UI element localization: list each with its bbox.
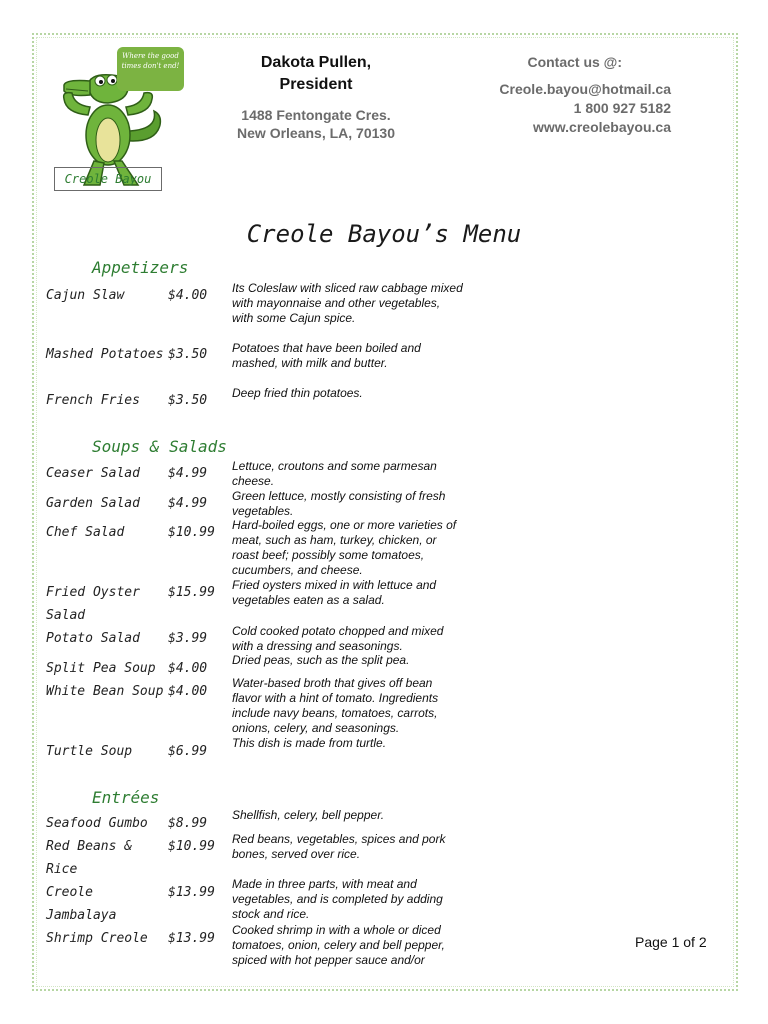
menu-item-price: $13.99 [168, 885, 215, 900]
owner-name [226, 52, 406, 96]
menu-item-price: $10.99 [168, 525, 215, 540]
section-entrees: Entrées [92, 788, 160, 807]
menu-item-description: This dish is made from turtle. [232, 736, 387, 750]
menu-item-price: $10.99 [168, 839, 215, 854]
menu-item-name: Shrimp Creole [46, 931, 148, 946]
address [216, 106, 416, 142]
menu-item-name: Turtle Soup [46, 744, 133, 759]
menu-item-name: Cajun Slaw [46, 288, 125, 303]
section-appetizers: Appetizers [92, 258, 189, 277]
menu-item-name: Creole Jambalaya [46, 885, 117, 923]
menu-item-description: Green lettuce, mostly consisting of fresh vegetables. [232, 489, 446, 518]
menu-item-price: $6.99 [168, 744, 208, 759]
menu-item-description: Cold cooked potato chopped and mixed with a dressing and seasonings. [232, 624, 444, 653]
menu-title: Creole Bayou’s Menu [246, 220, 522, 248]
menu-item-description: Lettuce, croutons and some parmesan cheese. [232, 459, 437, 488]
menu-item-price: $13.99 [168, 931, 215, 946]
address-line1: 1488 Fentongate Cres. [241, 107, 391, 123]
menu-item-description: Potatoes that have been boiled and mashed, with milk and butter. [232, 341, 421, 370]
menu-item-description: Cooked shrimp in with a whole or diced tomatoes, onion, celery and bell pepper, spiced with hot pepper sauce and/or [232, 923, 445, 967]
menu-item-price: $8.99 [168, 816, 208, 831]
menu-item-description: Water-based broth that gives off bean flavor with a hint of tomato. Ingredients include navy beans, tomatoes, carrots, onions, celery, and seasonings. [232, 676, 439, 735]
menu-item-name: French Fries [46, 393, 140, 408]
menu-item-name: White Bean Soup [46, 684, 164, 699]
owner-name-line1: Dakota Pullen, [260, 54, 372, 71]
menu-item-description: Its Coleslaw with sliced raw cabbage mixed with mayonnaise and other vegetables, with some Cajun spice. [232, 281, 463, 325]
menu-item-price: $4.99 [168, 496, 208, 511]
address-line2: New Orleans, LA, 70130 [237, 125, 395, 141]
menu-item-description: Made in three parts, with meat and vegetables, and is completed by adding stock and rice. [232, 877, 443, 921]
menu-item-description: Deep fried thin potatoes. [232, 386, 363, 400]
menu-item-price: $3.50 [168, 393, 208, 408]
menu-item-price: $4.00 [168, 288, 208, 303]
menu-item-price: $15.99 [168, 585, 215, 600]
menu-item-name: Mashed Potatoes [46, 347, 164, 362]
logo-name-box: Creole Bayou [54, 167, 162, 191]
menu-item-name: Ceaser Salad [46, 466, 140, 481]
menu-item-description: Dried peas, such as the split pea. [232, 653, 410, 667]
menu-item-name: Chef Salad [46, 525, 125, 540]
menu-item-description: Shellfish, celery, bell pepper. [232, 808, 385, 822]
owner-title-line2: President [279, 76, 353, 93]
menu-item-name: Garden Salad [46, 496, 140, 511]
menu-item-price: $4.99 [168, 466, 208, 481]
menu-item-name: Fried Oyster Salad [46, 585, 140, 623]
contact-email[interactable]: Creole.bayou@hotmail.ca [499, 81, 671, 97]
page-number: Page 1 of 2 [635, 934, 707, 950]
contact-website[interactable]: www.creolebayou.ca [533, 119, 671, 135]
menu-item-name: Seafood Gumbo [46, 816, 148, 831]
menu-item-price: $3.50 [168, 347, 208, 362]
contact-phone: 1 800 927 5182 [573, 100, 671, 116]
menu-item-name: Red Beans & Rice [46, 839, 133, 877]
menu-item-name: Potato Salad [46, 631, 140, 646]
contact-block [499, 53, 671, 137]
menu-item-description: Hard-boiled eggs, one or more varieties of meat, such as ham, turkey, chicken, or roast beef; possibly some tomatoes, cucumbers, and cheese. [232, 518, 457, 577]
section-soups-salads: Soups & Salads [92, 437, 227, 456]
menu-item-description: Fried oysters mixed in with lettuce and vegetables eaten as a salad. [232, 578, 437, 607]
menu-item-name: Split Pea Soup [46, 661, 156, 676]
menu-item-price: $4.00 [168, 661, 208, 676]
logo-speech-bubble: Where the good times don't end! [117, 47, 184, 91]
contact-label: Contact us @: [527, 54, 622, 70]
menu-item-price: $4.00 [168, 684, 208, 699]
menu-item-price: $3.99 [168, 631, 208, 646]
menu-item-description: Red beans, vegetables, spices and pork bones, served over rice. [232, 832, 446, 861]
